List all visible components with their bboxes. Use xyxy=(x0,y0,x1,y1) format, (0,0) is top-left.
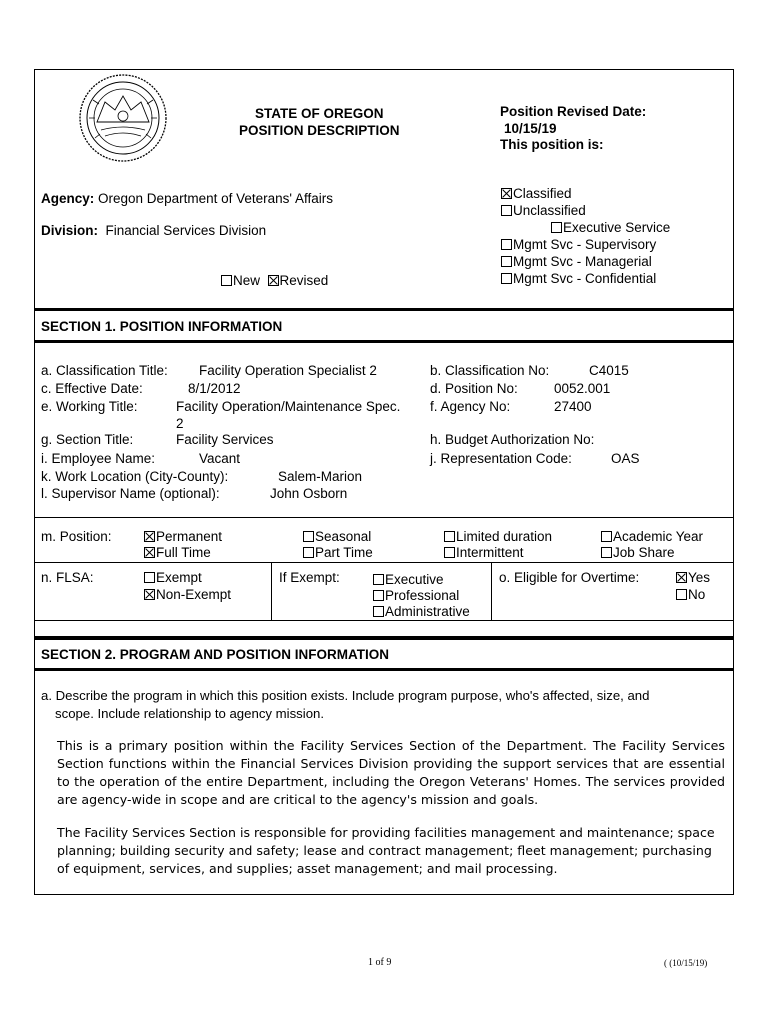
overtime-no-label: No xyxy=(688,587,706,602)
classification-title-value: Facility Operation Specialist 2 xyxy=(199,363,377,378)
supervisor-name-value: John Osborn xyxy=(270,486,348,501)
agency-value: Oregon Department of Veterans' Affairs xyxy=(98,191,333,206)
limited-duration-label: Limited duration xyxy=(456,529,553,544)
position-is-label: This position is: xyxy=(500,137,604,152)
full-time-option xyxy=(144,545,211,560)
flsa-divider-2 xyxy=(491,562,492,620)
page-number: 1 of 9 xyxy=(368,957,392,968)
revised-checkbox[interactable] xyxy=(268,275,279,286)
division-row xyxy=(41,223,266,238)
new-checkbox[interactable] xyxy=(221,275,232,286)
new-revised-row xyxy=(221,273,328,288)
mgmt-managerial-label: Mgmt Svc - Managerial xyxy=(513,254,652,269)
supervisor-name-label: l. Supervisor Name (optional): xyxy=(41,486,220,501)
academic-year-label: Academic Year xyxy=(613,529,704,544)
flsa-row-top-rule xyxy=(35,562,733,563)
administrative-checkbox[interactable] xyxy=(373,606,384,617)
job-share-label: Job Share xyxy=(613,545,675,560)
unclassified-option xyxy=(501,203,586,218)
program-prompt-line2: scope. Include relationship to agency mission. xyxy=(55,706,325,721)
mgmt-managerial-option xyxy=(501,254,652,269)
classified-option xyxy=(501,186,572,201)
academic-year-option xyxy=(601,529,703,544)
employee-name-label: i. Employee Name: xyxy=(41,451,156,466)
limited-duration-checkbox[interactable] xyxy=(444,531,455,542)
classified-checkbox[interactable] xyxy=(501,188,512,199)
program-prompt-line1: a. Describe the program in which this position exists. Include program purpose, who's affected, size, and xyxy=(41,688,650,703)
section2-title: SECTION 2. PROGRAM AND POSITION INFORMATION xyxy=(41,647,390,662)
professional-label: Professional xyxy=(385,588,460,603)
executive-checkbox[interactable] xyxy=(373,574,384,585)
flsa-row-bottom-rule xyxy=(35,620,733,621)
new-label: New xyxy=(233,273,261,288)
position-no-label: d. Position No: xyxy=(430,381,518,396)
executive-service-option xyxy=(551,220,670,235)
agency-no-value: 27400 xyxy=(554,399,592,414)
non-exempt-checkbox[interactable] xyxy=(144,589,155,600)
position-no-value: 0052.001 xyxy=(554,381,611,396)
working-title-label: e. Working Title: xyxy=(41,399,138,414)
position-description-form xyxy=(34,69,734,895)
flsa-label: n. FLSA: xyxy=(41,570,94,585)
seasonal-checkbox[interactable] xyxy=(303,531,314,542)
administrative-option xyxy=(373,604,470,619)
intermittent-label: Intermittent xyxy=(456,545,524,560)
part-time-option xyxy=(303,545,373,560)
part-time-label: Part Time xyxy=(315,545,373,560)
non-exempt-label: Non-Exempt xyxy=(156,587,232,602)
intermittent-option xyxy=(444,545,524,560)
flsa-divider-1 xyxy=(271,562,272,620)
non-exempt-option xyxy=(144,587,231,602)
exempt-label: Exempt xyxy=(156,570,202,585)
mgmt-supervisory-checkbox[interactable] xyxy=(501,239,512,250)
mgmt-supervisory-label: Mgmt Svc - Supervisory xyxy=(513,237,657,252)
budget-authorization-label: h. Budget Authorization No: xyxy=(430,432,595,447)
mgmt-supervisory-option xyxy=(501,237,656,252)
overtime-yes-checkbox[interactable] xyxy=(676,572,687,583)
position-label: m. Position: xyxy=(41,529,112,544)
work-location-label: k. Work Location (City-County): xyxy=(41,469,229,484)
exempt-option xyxy=(144,570,202,585)
mgmt-managerial-checkbox[interactable] xyxy=(501,256,512,267)
classification-title-label: a. Classification Title: xyxy=(41,363,168,378)
program-description-paragraph-2: The Facility Services Section is responsible for providing facilities management and maintenance; space planning; building security and safety; lease and contract management; fleet management; purchasing of equipment, services, and supplies; asset management; and mail processing. xyxy=(57,825,715,876)
overtime-no-checkbox[interactable] xyxy=(676,589,687,600)
seasonal-label: Seasonal xyxy=(315,529,372,544)
unclassified-checkbox[interactable] xyxy=(501,205,512,216)
agency-row xyxy=(41,191,333,206)
job-share-option xyxy=(601,545,675,560)
representation-code-label: j. Representation Code: xyxy=(430,451,572,466)
revision-footer: ( (10/15/19) xyxy=(664,958,708,968)
professional-checkbox[interactable] xyxy=(373,590,384,601)
mgmt-confidential-label: Mgmt Svc - Confidential xyxy=(513,271,657,286)
division-value: Financial Services Division xyxy=(105,223,267,238)
permanent-checkbox[interactable] xyxy=(144,531,155,542)
division-label: Division: xyxy=(41,223,99,238)
section-title-label: g. Section Title: xyxy=(41,432,134,447)
section1-bottom-rule xyxy=(35,340,733,343)
professional-option xyxy=(373,588,459,603)
oregon-state-seal xyxy=(75,72,171,167)
classification-no-value: C4015 xyxy=(589,363,629,378)
executive-service-label: Executive Service xyxy=(563,220,671,235)
working-title-value-line2: 2 xyxy=(176,416,184,431)
if-exempt-label: If Exempt: xyxy=(279,570,340,585)
seasonal-option xyxy=(303,529,371,544)
full-time-label: Full Time xyxy=(156,545,211,560)
effective-date-label: c. Effective Date: xyxy=(41,381,143,396)
exempt-checkbox[interactable] xyxy=(144,572,155,583)
overtime-label: o. Eligible for Overtime: xyxy=(499,570,640,585)
executive-service-checkbox[interactable] xyxy=(551,222,562,233)
section1-title: SECTION 1. POSITION INFORMATION xyxy=(41,319,283,334)
agency-label: Agency: xyxy=(41,191,95,206)
part-time-checkbox[interactable] xyxy=(303,547,314,558)
limited-duration-option xyxy=(444,529,552,544)
program-description-paragraph-1: This is a primary position within the Facility Services Section of the Department. The Facility Services Section functions within the Financial Services Division providing the support services that are essential to the operation of the entire Department, including the Oregon Veterans' Homes. The services provided are agency-wide in scope and are critical to the agency's mission and goals. xyxy=(57,738,725,807)
unclassified-label: Unclassified xyxy=(513,203,586,218)
mgmt-confidential-option xyxy=(501,271,656,286)
classification-no-label: b. Classification No: xyxy=(430,363,550,378)
mgmt-confidential-checkbox[interactable] xyxy=(501,273,512,284)
revised-label: Revised xyxy=(279,273,329,288)
agency-no-label: f. Agency No: xyxy=(430,399,511,414)
employee-name-value: Vacant xyxy=(199,451,241,466)
job-share-checkbox[interactable] xyxy=(601,547,612,558)
section1-top-rule xyxy=(35,308,733,311)
revised-date-value: 10/15/19 xyxy=(504,121,557,136)
effective-date-value: 8/1/2012 xyxy=(188,381,241,396)
academic-year-checkbox[interactable] xyxy=(601,531,612,542)
executive-label: Executive xyxy=(385,572,444,587)
representation-code-value: OAS xyxy=(611,451,640,466)
overtime-yes-option xyxy=(676,570,710,585)
classified-label: Classified xyxy=(513,186,572,201)
position-row-top-rule xyxy=(35,517,733,518)
overtime-no-option xyxy=(676,587,705,602)
administrative-label: Administrative xyxy=(385,604,470,619)
work-location-value: Salem-Marion xyxy=(278,469,363,484)
full-time-checkbox[interactable] xyxy=(144,547,155,558)
permanent-option xyxy=(144,529,222,544)
executive-option xyxy=(373,572,444,587)
form-title-line2: POSITION DESCRIPTION xyxy=(239,123,400,138)
intermittent-checkbox[interactable] xyxy=(444,547,455,558)
section-title-value: Facility Services xyxy=(176,432,274,447)
revised-date-label: Position Revised Date: xyxy=(500,104,647,119)
overtime-yes-label: Yes xyxy=(688,570,711,585)
working-title-value-line1: Facility Operation/Maintenance Spec. xyxy=(176,399,401,414)
section2-top-rule xyxy=(35,637,733,640)
form-title-line1: STATE OF OREGON xyxy=(255,106,384,121)
permanent-label: Permanent xyxy=(156,529,223,544)
section2-bottom-rule xyxy=(35,668,733,671)
